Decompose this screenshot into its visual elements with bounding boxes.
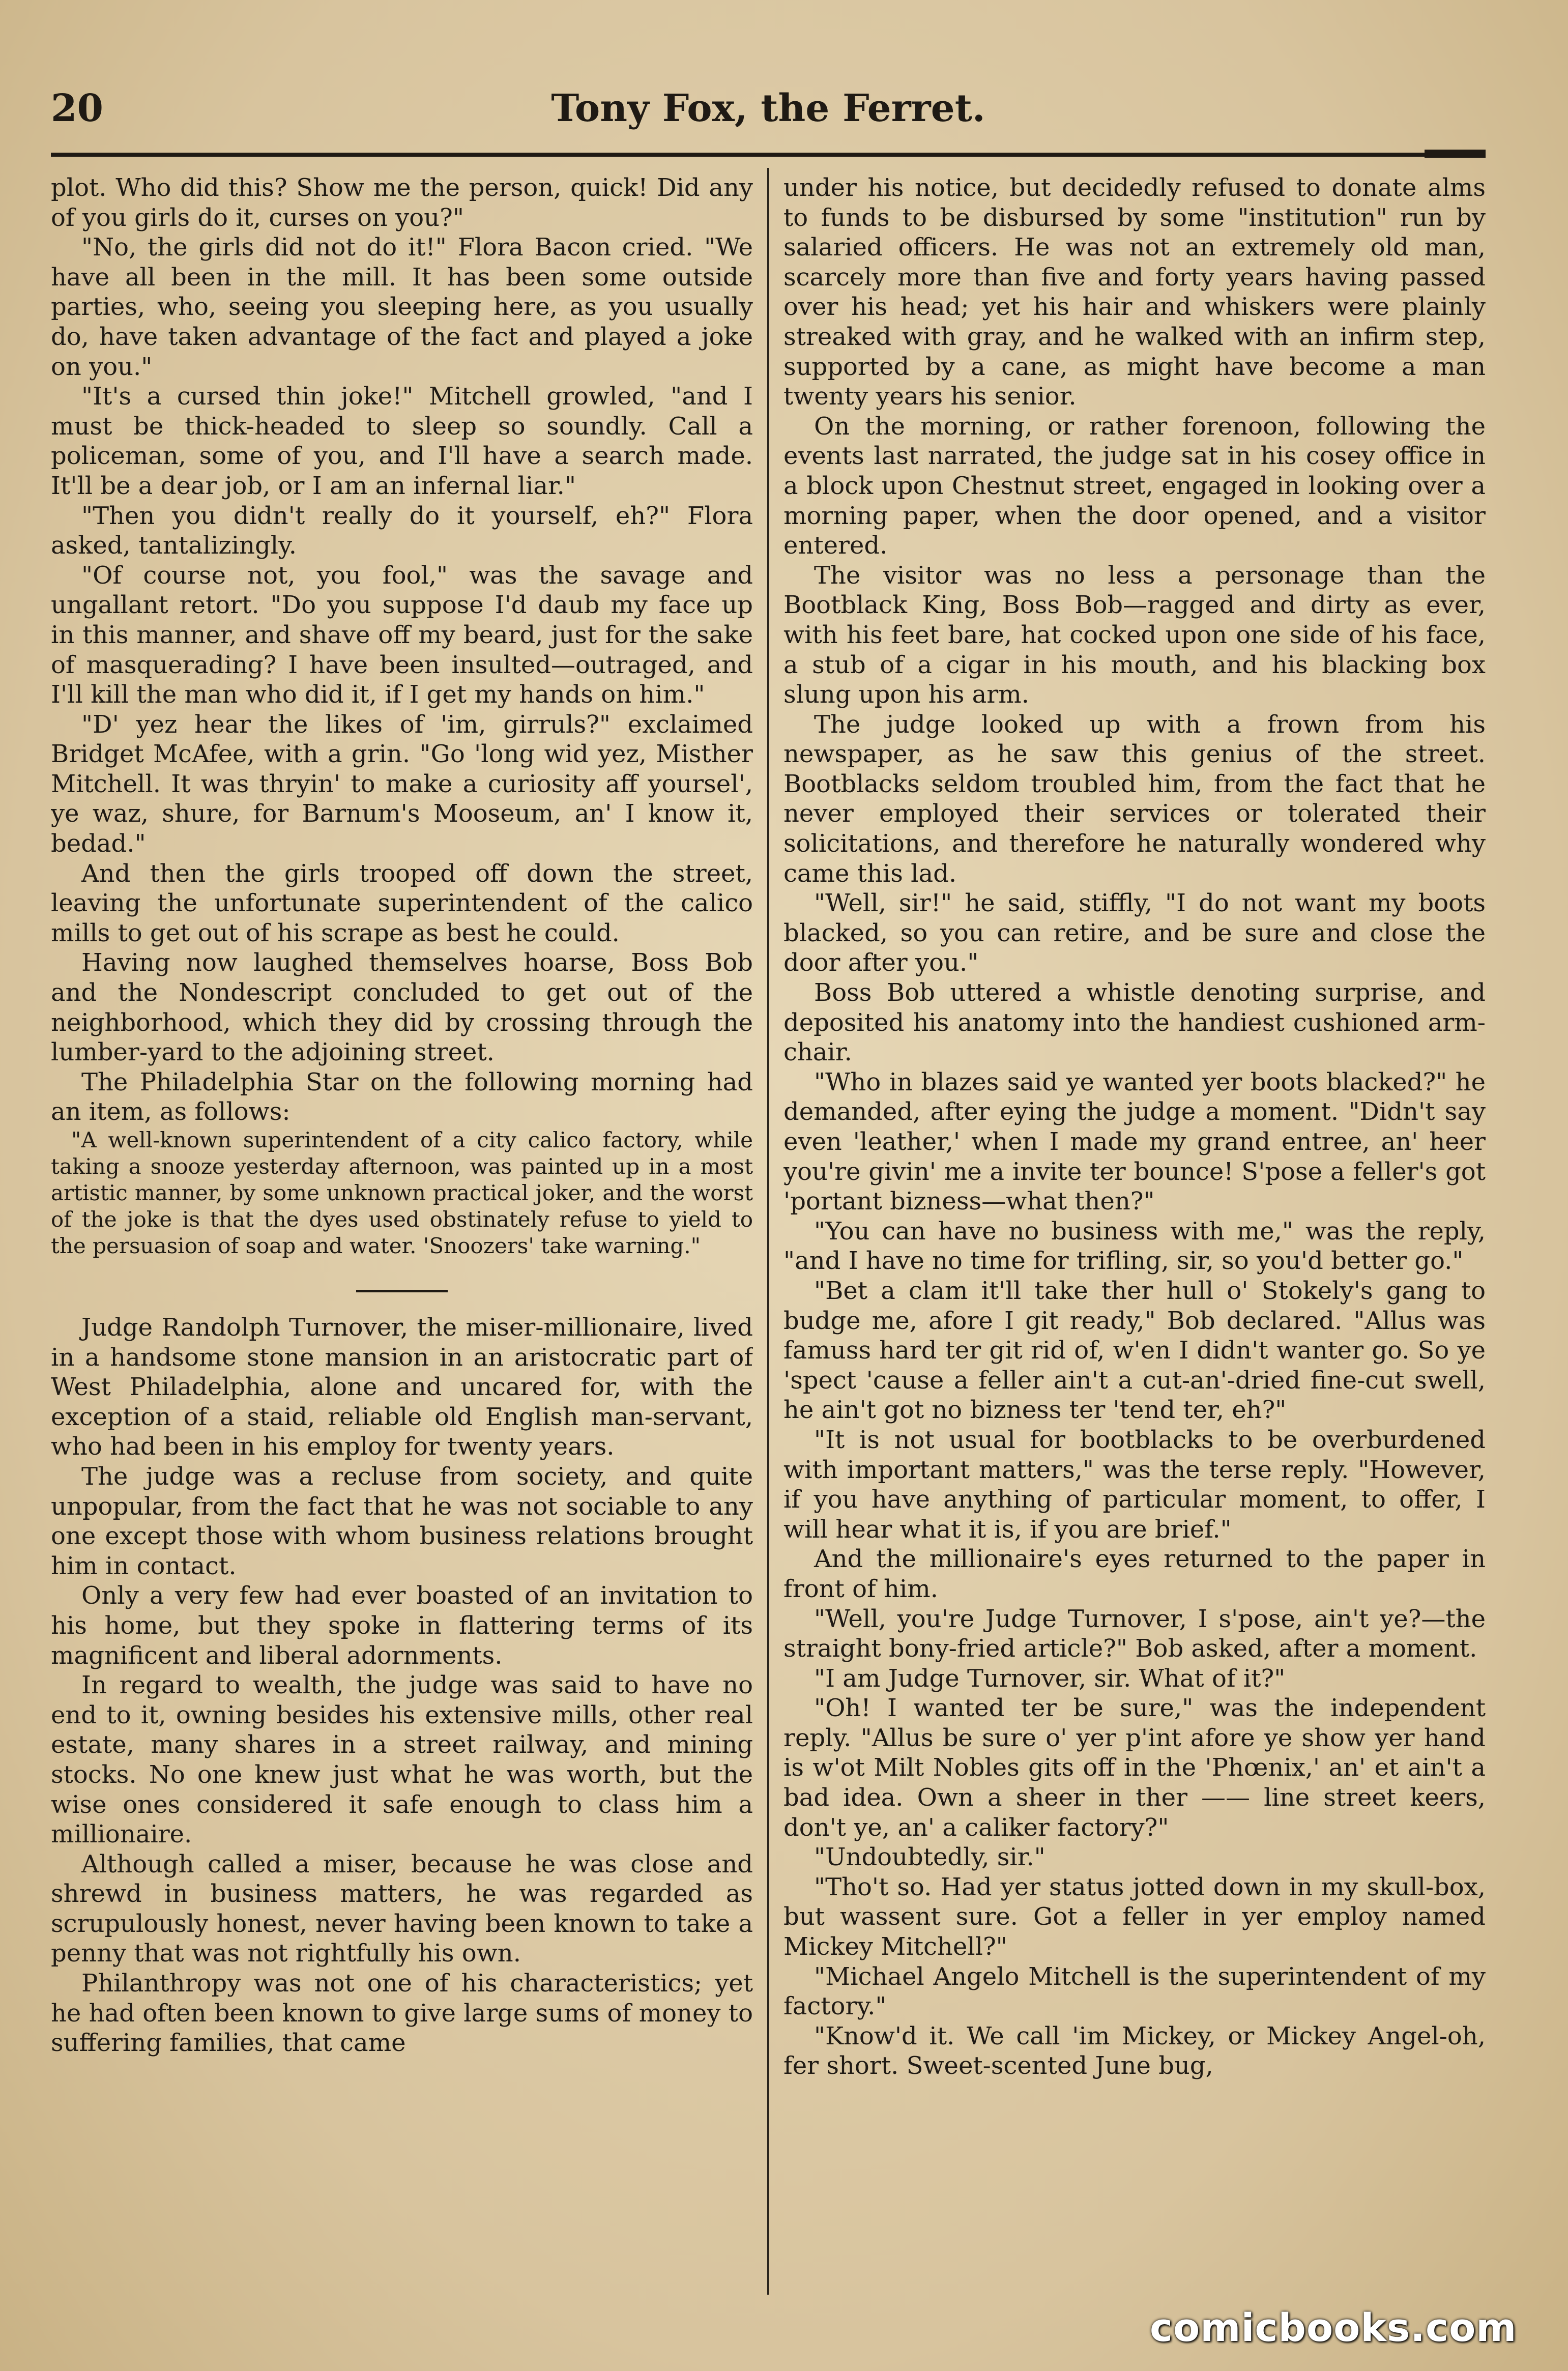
paragraph: "Oh! I wanted ter be sure," was the independent reply. "Allus be sure o' yer p'int afore ye show yer hand is w'ot Milt Nobles gits off in the 'Phœnix,' an' et ain't a bad idea. Own a sheer in ther —— line street keers, don't ye, an' a caliker factory?" <box>783 1694 1486 1842</box>
paragraph: "D' yez hear the likes of 'im, girruls?" exclaimed Bridget McAfee, with a grin. "Go 'long wid yez, Misther Mitchell. It was thryin' to make a curiosity aff yoursel', ye waz, shure, for Barnum's Mooseum, an' I know it, bedad." <box>51 710 753 858</box>
paragraph: The Philadelphia Star on the following morning had an item, as follows: <box>51 1067 753 1126</box>
paragraph: "You can have no business with me," was the reply, "and I have no time for trifling, sir, so you'd better go." <box>783 1217 1486 1276</box>
paragraph: The judge looked up with a frown from his newspaper, as he saw this genius of the street. Bootblacks seldom troubled him, from the fact that he never employed their services or tolerated their solicitations, and therefore he naturally wondered why came this lad. <box>783 710 1486 888</box>
paragraph: "I am Judge Turnover, sir. What of it?" <box>814 1664 1286 1693</box>
paragraph: "No, the girls did not do it!" Flora Bacon cried. "We have all been in the mill. It has been some outside parties, who, seeing you sleeping here, as you usually do, have taken advantage of the fact and played a joke on you." <box>51 233 753 381</box>
paragraph: "Well, sir!" he said, stiffly, "I do not want my boots blacked, so you can retire, and be sure and close the door after you." <box>783 889 1486 977</box>
paragraph: In regard to wealth, the judge was said to have no end to it, owning besides his extensive mills, other real estate, many shares in a street railway, and mining stocks. No one knew just what he was worth, but the wise ones considered it safe enough to class him a millionaire. <box>51 1671 753 1849</box>
paragraph: Only a very few had ever boasted of an invitation to his home, but they spoke in flattering terms of its magnificent and liberal adornments. <box>51 1581 753 1670</box>
paragraph: "Then you didn't really do it yourself, eh?" Flora asked, tantalizingly. <box>51 501 753 560</box>
paragraph: plot. Who did this? Show me the person, quick! Did any of you girls do it, curses on you?" <box>51 174 753 232</box>
paragraph: And the millionaire's eyes returned to the paper in front of him. <box>783 1545 1486 1603</box>
running-title: Tony Fox, the Ferret. <box>551 86 985 130</box>
left-column <box>51 173 753 2295</box>
paragraph: under his notice, but decidedly refused to donate alms to funds to be disbursed by some "institution" run by salaried officers. He was not an extremely old man, scarcely more than five and forty years having passed over his head; yet his hair and whiskers were plainly streaked with gray, and he walked with an infirm step, supported by a cane, as might have become a man twenty years his senior. <box>783 174 1486 411</box>
column-divider <box>767 168 769 2295</box>
newspaper-quote: "A well-known superintendent of a city calico factory, while taking a snooze yesterday afternoon, was painted up in a most artistic manner, by some unknown practical joker, and the worst of the joke is that the dyes used obstinately refuse to yield to the persuasion of soap and water. 'Snoozers' take warning." <box>51 1127 753 1258</box>
paragraph: Boss Bob uttered a whistle denoting surprise, and deposited his anatomy into the handiest cushioned arm-chair. <box>783 978 1486 1067</box>
paragraph: "Bet a clam it'll take ther hull o' Stokely's gang to budge me, afore I git ready," Bob declared. "Allus was famuss hard ter git rid of, w'en I didn't wanter go. So ye 'spect 'cause a feller ain't a cut-an'-dried fine-cut swell, he ain't got no bizness ter 'tend ter, eh?" <box>783 1276 1486 1425</box>
watermark: comicbooks.com <box>1150 2305 1517 2350</box>
paragraph: "Know'd it. We call 'im Mickey, or Mickey Angel-oh, fer short. Sweet-scented June bug, <box>783 2021 1486 2080</box>
paragraph: The judge was a recluse from society, and quite unpopular, from the fact that he was not sociable to any one except those with whom business relations brought him in contact. <box>51 1462 753 1580</box>
paragraph: Having now laughed themselves hoarse, Boss Bob and the Nondescript concluded to get out of the neighborhood, which they did by crossing through the lumber-yard to the adjoining street. <box>51 948 753 1067</box>
paragraph: On the morning, or rather forenoon, following the events last narrated, the judge sat in his cosey office in a block upon Chestnut street, engaged in looking over a morning paper, when the door opened, and a visitor entered. <box>783 412 1486 560</box>
paragraph: Philanthropy was not one of his characteristics; yet he had often been known to give large sums of money to suffering families, that came <box>51 1969 753 2058</box>
paragraph: "Well, you're Judge Turnover, I s'pose, ain't ye?—the straight bony-fried article?" Bob asked, after a moment. <box>783 1604 1486 1663</box>
paragraph: "Of course not, you fool," was the savage and ungallant retort. "Do you suppose I'd daub my face up in this manner, and shave off my beard, just for the sake of masquerading? I have been insulted—outraged, and I'll kill the man who did it, if I get my hands on him." <box>51 561 753 709</box>
paragraph: "Who in blazes said ye wanted yer boots blacked?" he demanded, after eying the judge a moment. "Didn't say even 'leather,' when I made my grand entree, an' heer you're givin' me a invite ter bounce! S'pose a feller's got 'portant bizness—what then?" <box>783 1067 1486 1216</box>
paragraph: "Tho't so. Had yer status jotted down in my skull-box, but wassent sure. Got a feller in yer employ named Mickey Mitchell?" <box>783 1872 1486 1961</box>
paragraph: Although called a miser, because he was close and shrewd in business matters, he was regarded as scrupulously honest, never having been known to take a penny that was not rightfully his own. <box>51 1849 753 1968</box>
paragraph: "It is not usual for bootblacks to be overburdened with important matters," was the terse reply. "However, if you have anything of particular moment, to offer, I will hear what it is, if you are brief." <box>783 1425 1486 1544</box>
paragraph: "Undoubtedly, sir." <box>814 1843 1046 1872</box>
paragraph: "Michael Angelo Mitchell is the superintendent of my factory." <box>783 1962 1486 2021</box>
running-header <box>51 76 1486 132</box>
header-rule <box>51 153 1486 157</box>
page-number: 20 <box>51 86 103 130</box>
paragraph: "It's a cursed thin joke!" Mitchell growled, "and I must be thick-headed to sleep so soundly. Call a policeman, some of you, and I'll have a search made. It'll be a dear job, or I am an infernal liar." <box>51 382 753 500</box>
paragraph: Judge Randolph Turnover, the miser-millionaire, lived in a handsome stone mansion in an aristocratic part of West Philadelphia, alone and uncared for, with the exception of a staid, reliable old English man-servant, who had been in his employ for twenty years. <box>51 1313 753 1461</box>
paragraph: And then the girls trooped off down the street, leaving the unfortunate superintendent of the calico mills to get out of his scrape as best he could. <box>51 859 753 947</box>
paragraph: The visitor was no less a personage than the Bootblack King, Boss Bob—ragged and dirty as ever, with his feet bare, hat cocked upon one side of his face, a stub of a cigar in his mouth, and his blacking box slung upon his arm. <box>783 561 1486 709</box>
right-column <box>783 173 1486 2295</box>
section-separator <box>356 1290 448 1292</box>
